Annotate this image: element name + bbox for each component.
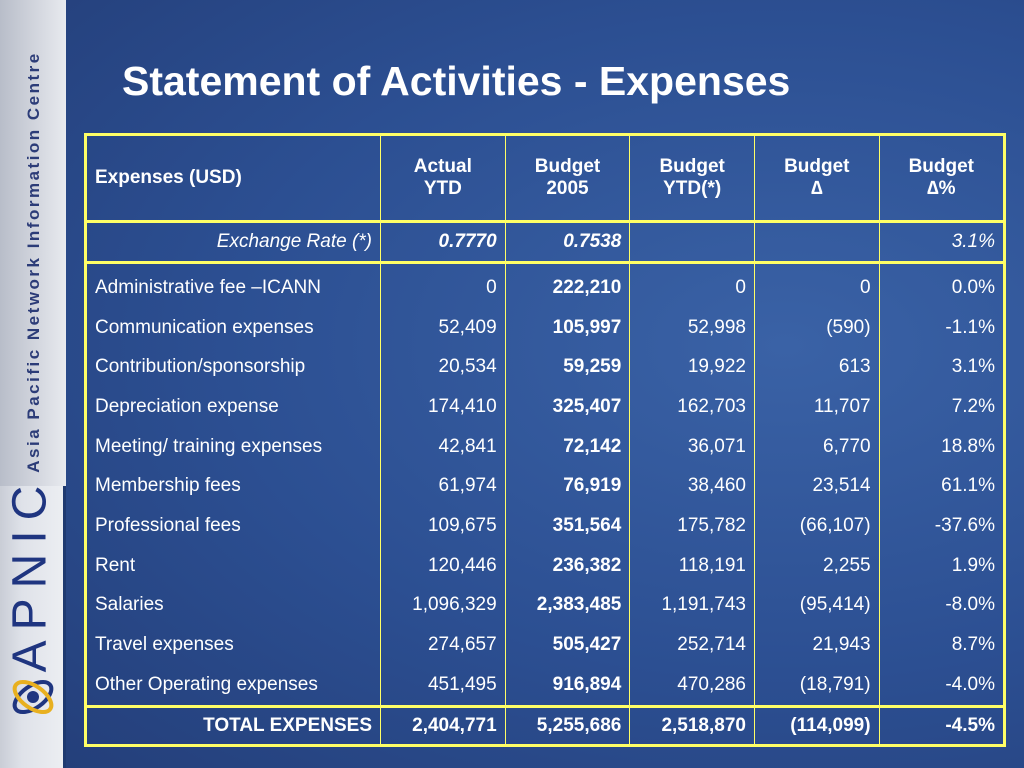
- total-actual-ytd-cell: 2,404,771: [381, 706, 506, 745]
- actual-ytd-cell: 1,096,329: [381, 586, 506, 626]
- column-header-line: Budget: [908, 156, 974, 177]
- budget-ytd-cell: 36,071: [630, 427, 755, 467]
- expense-name-cell: Salaries: [86, 586, 381, 626]
- column-header-line: Expenses (USD): [95, 167, 242, 188]
- budget-delta-cell: (66,107): [754, 506, 879, 546]
- apnic-logo-icon: [8, 672, 58, 722]
- expense-name-cell: Administrative fee –ICANN: [86, 263, 381, 308]
- exchange-rate-budget: 0.7538: [505, 222, 630, 263]
- total-budget-2005-cell: 5,255,686: [505, 706, 630, 745]
- budget-2005-cell: 76,919: [505, 466, 630, 506]
- actual-ytd-cell: 274,657: [381, 625, 506, 665]
- actual-ytd-cell: 61,974: [381, 466, 506, 506]
- table-row: [86, 427, 1005, 467]
- actual-ytd-cell: 451,495: [381, 665, 506, 706]
- budget-delta-cell: (18,791): [754, 665, 879, 706]
- column-header: [754, 135, 879, 222]
- expense-name-cell: Professional fees: [86, 506, 381, 546]
- budget-delta-pct-cell: -8.0%: [879, 586, 1004, 626]
- budget-delta-cell: 2,255: [754, 546, 879, 586]
- total-budget-delta-pct-cell: -4.5%: [879, 706, 1004, 745]
- budget-delta-pct-cell: 0.0%: [879, 263, 1004, 308]
- expenses-table: [84, 133, 1006, 747]
- table-row: [86, 546, 1005, 586]
- budget-2005-cell: 59,259: [505, 347, 630, 387]
- column-header-line: ∆: [810, 178, 823, 199]
- column-header: [879, 135, 1004, 222]
- total-budget-ytd-cell: 2,518,870: [630, 706, 755, 745]
- budget-delta-cell: 0: [754, 263, 879, 308]
- column-header-line: Actual: [413, 156, 472, 177]
- exchange-rate-row: [86, 222, 1005, 263]
- brand-name: APNIC: [3, 475, 57, 673]
- budget-ytd-cell: 175,782: [630, 506, 755, 546]
- budget-ytd-cell: 118,191: [630, 546, 755, 586]
- budget-ytd-cell: 0: [630, 263, 755, 308]
- budget-ytd-cell: 19,922: [630, 347, 755, 387]
- budget-delta-cell: 11,707: [754, 387, 879, 427]
- budget-delta-pct-cell: 7.2%: [879, 387, 1004, 427]
- column-header: [630, 135, 755, 222]
- budget-2005-cell: 72,142: [505, 427, 630, 467]
- budget-2005-cell: 916,894: [505, 665, 630, 706]
- column-header: [505, 135, 630, 222]
- exchange-rate-label: Exchange Rate (*): [86, 222, 381, 263]
- budget-ytd-cell: 52,998: [630, 308, 755, 348]
- column-header: [381, 135, 506, 222]
- budget-delta-pct-cell: 1.9%: [879, 546, 1004, 586]
- actual-ytd-cell: 109,675: [381, 506, 506, 546]
- budget-delta-pct-cell: -4.0%: [879, 665, 1004, 706]
- budget-ytd-cell: 38,460: [630, 466, 755, 506]
- total-budget-delta-cell: (114,099): [754, 706, 879, 745]
- actual-ytd-cell: 42,841: [381, 427, 506, 467]
- budget-2005-cell: 325,407: [505, 387, 630, 427]
- budget-delta-cell: (590): [754, 308, 879, 348]
- budget-ytd-cell: 162,703: [630, 387, 755, 427]
- budget-delta-pct-cell: -1.1%: [879, 308, 1004, 348]
- exchange-rate-delta: [754, 222, 879, 263]
- budget-ytd-cell: 1,191,743: [630, 586, 755, 626]
- exchange-rate-delta-pct: 3.1%: [879, 222, 1004, 263]
- total-row: [86, 706, 1005, 745]
- column-header-line: YTD: [423, 178, 462, 199]
- actual-ytd-cell: 0: [381, 263, 506, 308]
- actual-ytd-cell: 174,410: [381, 387, 506, 427]
- budget-delta-pct-cell: 8.7%: [879, 625, 1004, 665]
- budget-delta-cell: 21,943: [754, 625, 879, 665]
- page-title: Statement of Activities - Expenses: [122, 58, 791, 104]
- expense-name-cell: Membership fees: [86, 466, 381, 506]
- budget-delta-pct-cell: 3.1%: [879, 347, 1004, 387]
- column-header-line: ∆%: [927, 178, 956, 199]
- budget-delta-cell: (95,414): [754, 586, 879, 626]
- budget-delta-pct-cell: 18.8%: [879, 427, 1004, 467]
- exchange-rate-budget-ytd: [630, 222, 755, 263]
- table-row: [86, 387, 1005, 427]
- table-row: [86, 506, 1005, 546]
- total-expense-name-cell: TOTAL EXPENSES: [86, 706, 381, 745]
- table-row: [86, 347, 1005, 387]
- column-header: [86, 135, 381, 222]
- budget-ytd-cell: 470,286: [630, 665, 755, 706]
- expense-name-cell: Depreciation expense: [86, 387, 381, 427]
- expense-name-cell: Other Operating expenses: [86, 665, 381, 706]
- column-header-line: 2005: [546, 178, 589, 199]
- column-header-line: Budget: [784, 156, 850, 177]
- column-header-line: YTD(*): [663, 178, 722, 199]
- exchange-rate-actual: 0.7770: [381, 222, 506, 263]
- expense-name-cell: Communication expenses: [86, 308, 381, 348]
- budget-2005-cell: 105,997: [505, 308, 630, 348]
- expense-name-cell: Contribution/sponsorship: [86, 347, 381, 387]
- actual-ytd-cell: 120,446: [381, 546, 506, 586]
- table-row: [86, 586, 1005, 626]
- budget-ytd-cell: 252,714: [630, 625, 755, 665]
- actual-ytd-cell: 52,409: [381, 308, 506, 348]
- budget-2005-cell: 2,383,485: [505, 586, 630, 626]
- expense-name-cell: Meeting/ training expenses: [86, 427, 381, 467]
- org-name: Asia Pacific Network Information Centre: [24, 51, 43, 473]
- budget-delta-pct-cell: 61.1%: [879, 466, 1004, 506]
- budget-2005-cell: 351,564: [505, 506, 630, 546]
- table-row: [86, 466, 1005, 506]
- budget-delta-cell: 6,770: [754, 427, 879, 467]
- column-header-line: Budget: [659, 156, 725, 177]
- table-row: [86, 308, 1005, 348]
- budget-2005-cell: 236,382: [505, 546, 630, 586]
- table-row: [86, 625, 1005, 665]
- budget-2005-cell: 505,427: [505, 625, 630, 665]
- table-row: [86, 263, 1005, 308]
- sidebar: [0, 0, 66, 768]
- actual-ytd-cell: 20,534: [381, 347, 506, 387]
- table-row: [86, 665, 1005, 706]
- budget-2005-cell: 222,210: [505, 263, 630, 308]
- budget-delta-pct-cell: -37.6%: [879, 506, 1004, 546]
- column-header-line: Budget: [534, 156, 601, 177]
- budget-delta-cell: 23,514: [754, 466, 879, 506]
- expense-name-cell: Rent: [86, 546, 381, 586]
- expense-name-cell: Travel expenses: [86, 625, 381, 665]
- budget-delta-cell: 613: [754, 347, 879, 387]
